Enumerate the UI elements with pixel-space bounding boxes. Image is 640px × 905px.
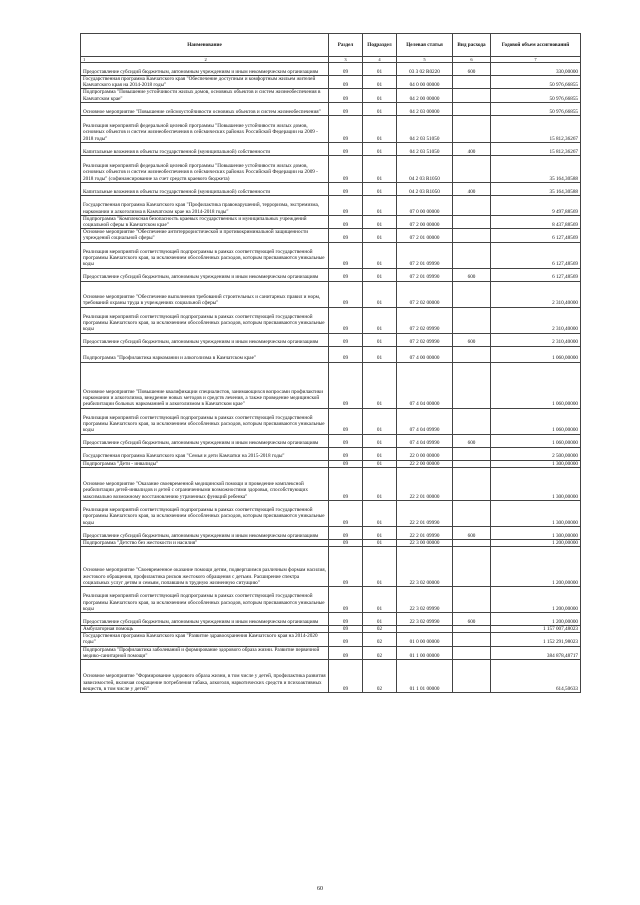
cell-razdel: 09 <box>329 526 363 539</box>
cell-name: Реализация мероприятий соответствующей подпрограммы в рамках соответствующей государственной программы Камчатского края, за исключением обособленных расходов, которым присваиваются уникальные коды <box>81 307 329 333</box>
cell-vid <box>453 76 491 89</box>
table-row <box>81 408 581 434</box>
cell-sum: 6 127,48569 <box>491 268 581 281</box>
cell-vid <box>453 102 491 115</box>
header-razdel: Раздел <box>329 34 363 57</box>
col-number: 3 <box>329 57 363 63</box>
cell-article: 01 1 01 00000 <box>397 660 453 693</box>
cell-sum: 35 164,30588 <box>491 155 581 182</box>
table-row <box>81 660 581 693</box>
cell-sum: 330,00000 <box>491 63 581 76</box>
cell-article: 01 1 00 00000 <box>397 646 453 659</box>
cell-article: 04 0 00 00000 <box>397 76 453 89</box>
table-row <box>81 115 581 142</box>
cell-name: Реализация мероприятий соответствующей подпрограммы в рамках соответствующей государственной программы Камчатского края, за исключением обособленных расходов, которым присваиваются уникальные коды <box>81 587 329 613</box>
col-number: 5 <box>397 57 453 63</box>
table-row <box>81 281 581 307</box>
header-vid: Вид расхода <box>453 34 491 57</box>
cell-podrazdel: 01 <box>363 333 397 346</box>
cell-razdel: 09 <box>329 547 363 587</box>
table-row <box>81 633 581 646</box>
cell-name: Предоставление субсидий бюджетным, автономным учреждениям и иным некоммерческим организациям <box>81 333 329 346</box>
cell-razdel: 09 <box>329 660 363 693</box>
cell-name: Амбулаторная помощь <box>81 626 329 633</box>
cell-name: Основное мероприятие "Обеспечение антитеррористической и противокриминальной защищенности учреждений социальной сферы" <box>81 229 329 242</box>
cell-podrazdel: 01 <box>363 587 397 613</box>
cell-name: Подпрограмма "Комплексная безопасность краевых государственных и муниципальных учреждений социальной сферы в Камчатском крае" <box>81 215 329 228</box>
table-row <box>81 626 581 633</box>
table-row <box>81 526 581 539</box>
cell-sum: 6 127,48569 <box>491 242 581 268</box>
table-row <box>81 434 581 447</box>
cell-article: 07 2 02 09990 <box>397 307 453 333</box>
cell-podrazdel: 01 <box>363 195 397 215</box>
cell-razdel: 09 <box>329 102 363 115</box>
cell-name: Подпрограмма "Дети - инвалиды" <box>81 460 329 467</box>
cell-vid <box>453 215 491 228</box>
cell-razdel: 09 <box>329 142 363 155</box>
cell-razdel: 09 <box>329 408 363 434</box>
table-row <box>81 539 581 546</box>
cell-name: Подпрограмма "Профилактика заболеваний и формирование здорового образа жизни. Развитие первичной медико-санитарной помощи" <box>81 646 329 659</box>
cell-vid: 400 <box>453 182 491 195</box>
cell-vid <box>453 500 491 526</box>
cell-podrazdel: 01 <box>363 346 397 362</box>
cell-vid: 600 <box>453 613 491 626</box>
table-row <box>81 242 581 268</box>
cell-razdel: 09 <box>329 460 363 467</box>
cell-sum: 384 878,48717 <box>491 646 581 659</box>
table-row <box>81 646 581 659</box>
cell-article: 04 2 03 00000 <box>397 102 453 115</box>
cell-article: 22 2 00 00000 <box>397 460 453 467</box>
cell-razdel: 09 <box>329 333 363 346</box>
cell-podrazdel: 01 <box>363 408 397 434</box>
cell-sum: 35 164,30588 <box>491 182 581 195</box>
cell-name: Государственная программа Камчатского края "Развитие здравоохранения Камчатского края на 2014-2020 годы" <box>81 633 329 646</box>
col-number: 2 <box>204 57 207 62</box>
cell-podrazdel: 01 <box>363 115 397 142</box>
cell-razdel: 09 <box>329 281 363 307</box>
cell-sum: 2 310,40000 <box>491 307 581 333</box>
table-row <box>81 467 581 500</box>
cell-podrazdel: 01 <box>363 182 397 195</box>
cell-article: 22 3 02 09990 <box>397 613 453 626</box>
cell-sum: 6 127,48569 <box>491 229 581 242</box>
cell-sum: 50 976,66855 <box>491 89 581 102</box>
cell-razdel: 09 <box>329 215 363 228</box>
cell-article: 04 2 00 00000 <box>397 89 453 102</box>
cell-sum: 2 310,40000 <box>491 281 581 307</box>
header-podrazdel: Подраздел <box>363 34 397 57</box>
table-row <box>81 195 581 215</box>
cell-name: Государственная программа Камчатского края "Профилактика правонарушений, терроризма, экстремизма, наркомании и алкоголизма в Камчатском крае на 2014-2018 годы" <box>81 195 329 215</box>
table-header-row <box>81 34 581 57</box>
cell-vid: 600 <box>453 268 491 281</box>
table-row <box>81 500 581 526</box>
cell-sum: 8 437,88569 <box>491 215 581 228</box>
table-row <box>81 182 581 195</box>
cell-name: Реализация мероприятий федеральной целевой программы "Повышение устойчивости жилых домов, основных объектов и систем жизнеобеспечения в сейсмических районах Российской Федерации на 2009 - 2018 годы" (софинансирование за счет средств краевого бюджета) <box>81 155 329 182</box>
cell-vid <box>453 362 491 408</box>
cell-razdel: 09 <box>329 646 363 659</box>
cell-razdel: 09 <box>329 307 363 333</box>
cell-sum: 9 497,88569 <box>491 195 581 215</box>
cell-sum: 15 812,36267 <box>491 142 581 155</box>
cell-razdel: 09 <box>329 182 363 195</box>
budget-rows <box>81 63 581 693</box>
cell-vid <box>453 229 491 242</box>
cell-vid <box>453 155 491 182</box>
cell-podrazdel: 01 <box>363 229 397 242</box>
col-number: 1 <box>83 57 86 62</box>
table-row <box>81 447 581 460</box>
cell-podrazdel: 01 <box>363 155 397 182</box>
cell-article: 07 2 02 09990 <box>397 333 453 346</box>
cell-podrazdel: 01 <box>363 447 397 460</box>
cell-podrazdel: 01 <box>363 268 397 281</box>
cell-article: 07 0 00 00000 <box>397 195 453 215</box>
cell-name: Реализация мероприятий соответствующей подпрограммы в рамках соответствующей государственной программы Камчатского края, за исключением обособленных расходов, которым присваиваются уникальные коды <box>81 408 329 434</box>
cell-podrazdel: 01 <box>363 102 397 115</box>
cell-name: Предоставление субсидий бюджетным, автономным учреждениям и иным некоммерческим организациям <box>81 63 329 76</box>
cell-name: Основное мероприятие "Своевременное оказание помощи детям, подвергшимся различным формам насилия, жестокого обращения, профилактика рисков жестокого обращения с детьми. Расширение спектра социальных услуг детям и семьям, попавшим в трудную жизненную ситуацию" <box>81 547 329 587</box>
cell-razdel: 09 <box>329 539 363 546</box>
cell-name: Предоставление субсидий бюджетным, автономным учреждениям и иным некоммерческим организациям <box>81 268 329 281</box>
cell-sum: 1 300,00000 <box>491 500 581 526</box>
table-row <box>81 346 581 362</box>
cell-razdel: 09 <box>329 467 363 500</box>
cell-name: Реализация мероприятий соответствующей подпрограммы в рамках соответствующей государственной программы Камчатского края, за исключением обособленных расходов, которым присваиваются уникальные коды <box>81 242 329 268</box>
cell-razdel: 09 <box>329 195 363 215</box>
cell-razdel: 09 <box>329 76 363 89</box>
cell-vid <box>453 633 491 646</box>
cell-podrazdel: 01 <box>363 307 397 333</box>
table-row <box>81 89 581 102</box>
cell-sum: 1 060,00000 <box>491 346 581 362</box>
cell-sum: 15 812,36267 <box>491 115 581 142</box>
cell-article: 07 2 00 00000 <box>397 215 453 228</box>
cell-sum: 1 200,00000 <box>491 613 581 626</box>
cell-name: Предоставление субсидий бюджетным, автономным учреждениям и иным некоммерческим организациям <box>81 434 329 447</box>
cell-razdel: 09 <box>329 362 363 408</box>
cell-article: 22 2 01 09990 <box>397 526 453 539</box>
table-row <box>81 547 581 587</box>
cell-vid <box>453 460 491 467</box>
cell-vid: 600 <box>453 63 491 76</box>
cell-vid <box>453 587 491 613</box>
cell-name: Реализация мероприятий соответствующей подпрограммы в рамках соответствующей государственной программы Камчатского края, за исключением обособленных расходов, которым присваиваются уникальные коды <box>81 500 329 526</box>
cell-podrazdel: 01 <box>363 89 397 102</box>
cell-vid <box>453 547 491 587</box>
cell-name: Подпрограмма "Профилактика наркомании и алкоголизма в Камчатском крае" <box>81 346 329 362</box>
cell-article: 07 2 01 09990 <box>397 268 453 281</box>
cell-razdel: 09 <box>329 155 363 182</box>
table-row <box>81 307 581 333</box>
cell-sum: 1 200,00000 <box>491 587 581 613</box>
table-row <box>81 142 581 155</box>
cell-article: 04 2 03 R1050 <box>397 155 453 182</box>
cell-podrazdel: 01 <box>363 613 397 626</box>
table-row <box>81 155 581 182</box>
budget-sheet <box>80 33 580 693</box>
table-row <box>81 229 581 242</box>
cell-name: Предоставление субсидий бюджетным, автономным учреждениям и иным некоммерческим организациям <box>81 526 329 539</box>
cell-razdel: 09 <box>329 587 363 613</box>
cell-name: Государственная программа Камчатского края "Обеспечение доступным и комфортным жильем жителей Камчатского края на 2014-2018 годы" <box>81 76 329 89</box>
cell-vid: 400 <box>453 142 491 155</box>
cell-article: 07 4 04 09990 <box>397 434 453 447</box>
cell-sum: 1 200,00000 <box>491 547 581 587</box>
cell-podrazdel: 01 <box>363 142 397 155</box>
table-row <box>81 460 581 467</box>
cell-article: 04 2 03 R1050 <box>397 182 453 195</box>
cell-podrazdel: 02 <box>363 626 397 633</box>
cell-article: 22 3 02 09990 <box>397 587 453 613</box>
cell-podrazdel: 01 <box>363 460 397 467</box>
table-row <box>81 613 581 626</box>
cell-razdel: 09 <box>329 115 363 142</box>
cell-sum: 1 060,00000 <box>491 408 581 434</box>
cell-article <box>397 626 453 633</box>
cell-podrazdel: 02 <box>363 633 397 646</box>
cell-article: 07 4 04 00000 <box>397 362 453 408</box>
header-sum: Годовой объем ассигнований <box>491 34 581 57</box>
cell-sum: 614,50633 <box>491 660 581 693</box>
cell-article: 07 2 01 09990 <box>397 242 453 268</box>
cell-razdel: 09 <box>329 500 363 526</box>
cell-razdel: 09 <box>329 346 363 362</box>
cell-podrazdel: 02 <box>363 646 397 659</box>
header-article: Целевая статья <box>397 34 453 57</box>
cell-article: 22 2 01 00000 <box>397 467 453 500</box>
cell-podrazdel: 01 <box>363 63 397 76</box>
cell-article: 07 4 04 09990 <box>397 408 453 434</box>
cell-podrazdel: 01 <box>363 215 397 228</box>
cell-vid: 600 <box>453 434 491 447</box>
cell-name: Основное мероприятие "Обеспечение выполнения требований строительных и санитарных правил и норм, требований охраны труда в учреждениях социальной сферы" <box>81 281 329 307</box>
cell-podrazdel: 01 <box>363 500 397 526</box>
cell-article: 22 0 00 00000 <box>397 447 453 460</box>
cell-name: Основное мероприятие "Повышение сейсмоустойчивости основных объектов и систем жизнеобеспечения" <box>81 102 329 115</box>
cell-podrazdel: 01 <box>363 242 397 268</box>
cell-podrazdel: 01 <box>363 526 397 539</box>
table-row <box>81 63 581 76</box>
cell-sum: 50 976,66855 <box>491 76 581 89</box>
cell-name: Подпрограмма "Повышение устойчивости жилых домов, основных объектов и систем жизнеобеспечения в Камчатском крае" <box>81 89 329 102</box>
cell-vid <box>453 281 491 307</box>
cell-razdel: 09 <box>329 229 363 242</box>
cell-sum: 2 310,40000 <box>491 333 581 346</box>
cell-article: 07 2 01 00000 <box>397 229 453 242</box>
cell-article: 07 2 02 00000 <box>397 281 453 307</box>
cell-sum: 1 152 291,98023 <box>491 633 581 646</box>
cell-podrazdel: 01 <box>363 434 397 447</box>
cell-vid: 600 <box>453 333 491 346</box>
cell-vid <box>453 307 491 333</box>
table-row <box>81 333 581 346</box>
page-number: 60 <box>317 886 323 892</box>
cell-name: Капитальные вложения в объекты государственной (муниципальной) собственности <box>81 142 329 155</box>
cell-vid <box>453 626 491 633</box>
cell-article: 04 2 03 51050 <box>397 115 453 142</box>
cell-vid <box>453 195 491 215</box>
cell-sum: 2 500,00000 <box>491 447 581 460</box>
cell-sum: 1 060,00000 <box>491 434 581 447</box>
cell-razdel: 09 <box>329 89 363 102</box>
table-row <box>81 102 581 115</box>
cell-podrazdel: 01 <box>363 76 397 89</box>
cell-razdel: 09 <box>329 613 363 626</box>
header-name: Наименование <box>81 34 329 57</box>
col-number: 6 <box>453 57 491 63</box>
table-row <box>81 587 581 613</box>
cell-sum: 1 300,00000 <box>491 467 581 500</box>
cell-sum: 1 300,00000 <box>491 460 581 467</box>
cell-vid <box>453 89 491 102</box>
cell-vid <box>453 447 491 460</box>
cell-name: Государственная программа Камчатского края "Семья и дети Камчатки на 2015-2018 годы" <box>81 447 329 460</box>
cell-podrazdel: 01 <box>363 281 397 307</box>
table-row <box>81 268 581 281</box>
cell-article: 03 3 02 R0220 <box>397 63 453 76</box>
cell-razdel: 09 <box>329 242 363 268</box>
cell-razdel: 09 <box>329 447 363 460</box>
cell-vid: 600 <box>453 526 491 539</box>
cell-sum: 50 976,66855 <box>491 102 581 115</box>
cell-podrazdel: 01 <box>363 547 397 587</box>
cell-sum: 1 157 007,48023 <box>491 626 581 633</box>
cell-vid <box>453 115 491 142</box>
cell-sum: 1 300,00000 <box>491 526 581 539</box>
cell-vid <box>453 539 491 546</box>
cell-name: Реализация мероприятий федеральной целевой программы "Повышение устойчивости жилых домов, основных объектов и систем жизнеобеспечения в сейсмических районах Российской Федерации на 2009 - 2018 годы" <box>81 115 329 142</box>
col-number: 7 <box>491 57 581 63</box>
cell-article: 07 4 00 00000 <box>397 346 453 362</box>
cell-article: 22 2 01 09990 <box>397 500 453 526</box>
table-row <box>81 76 581 89</box>
cell-name: Основное мероприятие "Повышение квалификации специалистов, занимающихся вопросами профилактики наркомании и алкоголизма, внедрение новых методов и средств лечения, а также проведение медицинской реабилитации больных наркоманией и алкоголизмом в Камчатском крае" <box>81 362 329 408</box>
cell-article: 22 3 00 00000 <box>397 539 453 546</box>
table-row <box>81 362 581 408</box>
cell-podrazdel: 01 <box>363 362 397 408</box>
cell-article: 01 0 00 00000 <box>397 633 453 646</box>
cell-vid <box>453 346 491 362</box>
cell-vid <box>453 242 491 268</box>
col-number: 4 <box>363 57 397 63</box>
budget-table <box>80 33 581 693</box>
cell-sum: 1 200,00000 <box>491 539 581 546</box>
cell-razdel: 09 <box>329 633 363 646</box>
cell-name: Основное мероприятие "Оказание своевременной медицинской помощи и проведение комплексной реабилитации детей-инвалидов и детей с ограниченными возможностями здоровья, способствующих максимально возможному восстановлению утраченных функций ребенка" <box>81 467 329 500</box>
cell-name: Основное мероприятие "Формирование здорового образа жизни, в том числе у детей, профилактика развития зависимостей, включая сокращение потребления табака, алкоголя, наркотических средств и психоактивных веществ, в том числе у детей" <box>81 660 329 693</box>
cell-article: 04 2 03 51050 <box>397 142 453 155</box>
cell-article: 22 3 02 00000 <box>397 547 453 587</box>
cell-name: Подпрограмма "Детство без жестокости и насилия" <box>81 539 329 546</box>
cell-podrazdel: 02 <box>363 660 397 693</box>
cell-name: Предоставление субсидий бюджетным, автономным учреждениям и иным некоммерческим организациям <box>81 613 329 626</box>
cell-name: Капитальные вложения в объекты государственной (муниципальной) собственности <box>81 182 329 195</box>
cell-razdel: 09 <box>329 434 363 447</box>
cell-vid <box>453 408 491 434</box>
cell-podrazdel: 01 <box>363 467 397 500</box>
cell-vid <box>453 660 491 693</box>
cell-sum: 1 060,00000 <box>491 362 581 408</box>
cell-razdel: 09 <box>329 268 363 281</box>
cell-podrazdel: 01 <box>363 539 397 546</box>
cell-vid <box>453 646 491 659</box>
cell-vid <box>453 467 491 500</box>
cell-razdel: 09 <box>329 626 363 633</box>
cell-razdel: 09 <box>329 63 363 76</box>
table-row <box>81 215 581 228</box>
